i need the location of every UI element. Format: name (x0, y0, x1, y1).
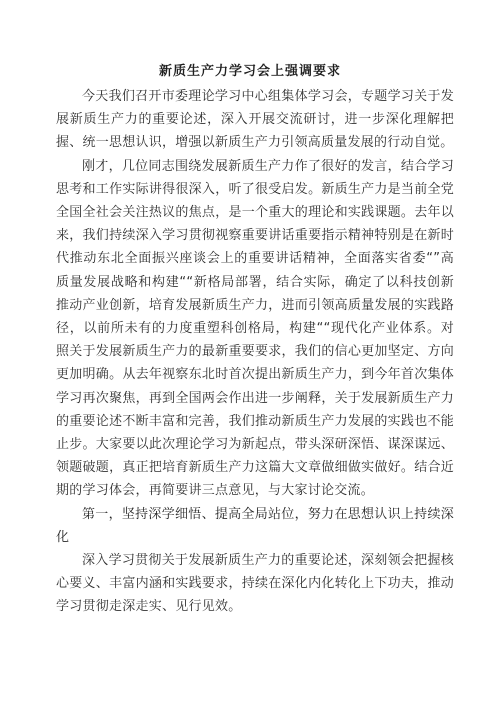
paragraph-remarks: 刚才，几位同志围绕发展新质生产力作了很好的发言，结合学习思考和工作实际讲得很深入，听了很受启发。新质生产力是当前全党全国全社会关注热议的焦点，是一个重大的理论和实践课题。去年以来，我们持续深入学习贯彻视察重要讲话重要指示精神特别是在新时代推动东北全面振兴座谈会上的重要讲话精神，全面落实省委“”高质量发展战略和构建““新格局部署，结合实际，确定了以科技创新推动产业创新，培育发展新质生产力，进而引领高质量发展的实践路径，以前所未有的力度重塑科创格局，构建““现代化产业体系。对照关于发展新质生产力的最新重要要求，我们的信心更加坚定、方向更加明确。从去年视察东北时首次提出新质生产力，到今年首次集体学习再次聚焦，再到全国两会作出进一步阐释，关于发展新质生产力的重要论述不断丰富和完善，我们推动新质生产力发展的实践也不能止步。大家要以此次理论学习为新起点，带头深研深悟、谋深谋远、领题破题，真正把培育新质生产力这篇大文章做细做实做好。结合近期的学习体会，再简要讲三点意见，与大家讨论交流。 (56, 158, 454, 499)
paragraph-intro: 今天我们召开市委理论学习中心组集体学习会，专题学习关于发展新质生产力的重要论述，深入开展交流研讨，进一步深化理解把握、统一思想认识，增强以新质生产力引领高质量发展的行动自觉。 (56, 89, 454, 151)
document-body (56, 85, 454, 619)
document-title: 新质生产力学习会上强调要求 (158, 64, 341, 79)
paragraph-first-section: 深入学习贯彻关于发展新质生产力的重要论述，深刻领会把握核心要义、丰富内涵和实践要求，持续在深化内化转化上下功夫，推动学习贯彻走深走实、见行见效。 (56, 553, 454, 615)
section-heading-first: 第一，坚持深学细悟、提高全局站位，努力在思想认识上持续深化 (56, 506, 454, 545)
